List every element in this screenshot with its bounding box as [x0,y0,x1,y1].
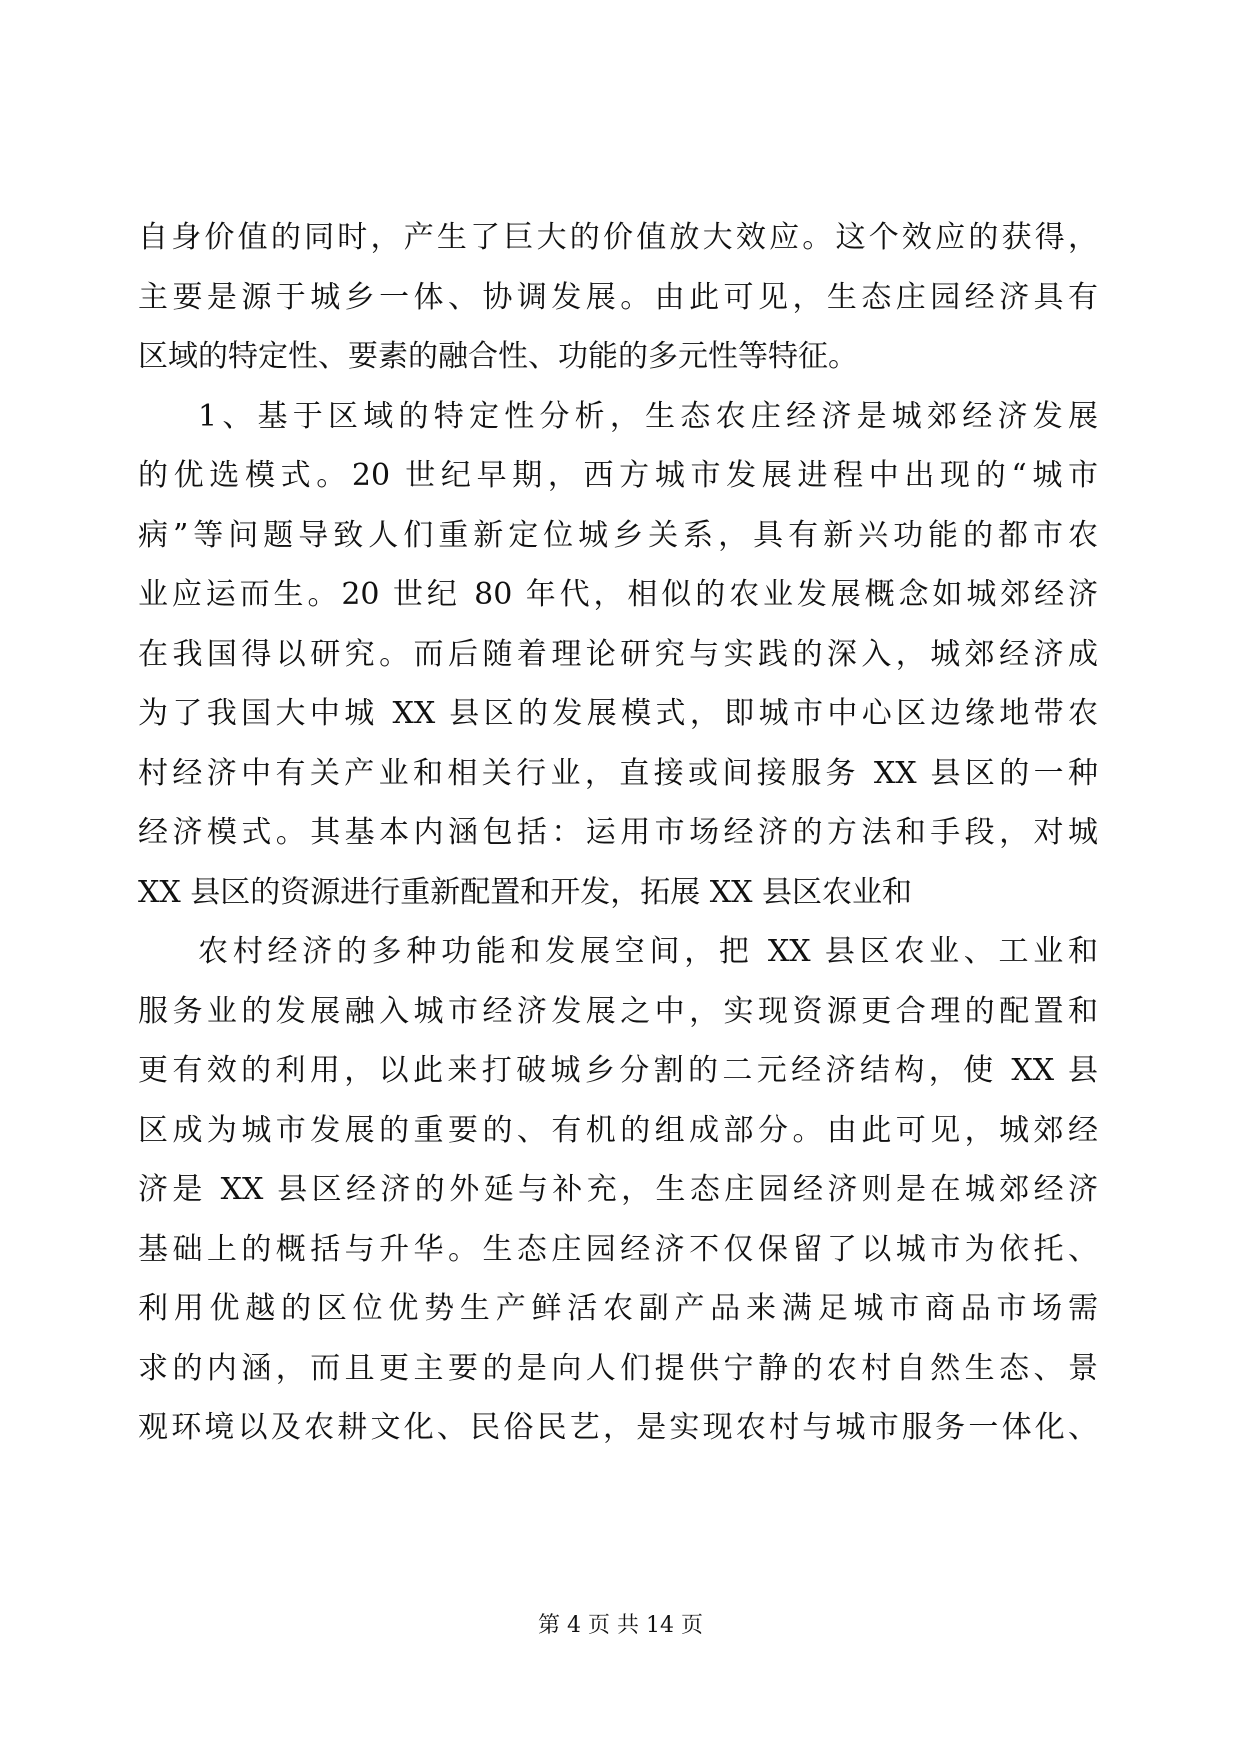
text-line: 求的内涵，而且更主要的是向人们提供宁静的农村自然生态、景 [138,1350,1098,1386]
text-line: 主要是源于城乡一体、协调发展。由此可见，生态庄园经济具有 [138,279,1098,315]
text-line: 区域的特定性、要素的融合性、功能的多元性等特征。 [138,339,858,374]
text-line: 观环境以及农耕文化、民俗民艺，是实现农村与城市服务一体化、 [138,1410,1098,1445]
text-line: 1、基于区域的特定性分析，生态农庄经济是城郊经济发展 [198,398,1098,434]
text-line: 区成为城市发展的重要的、有机的组成部分。由此可见，城郊经 [138,1112,1098,1148]
text-line: 在我国得以研究。而后随着理论研究与实践的深入，城郊经济成 [138,636,1098,672]
text-line: 更有效的利用，以此来打破城乡分割的二元经济结构，使 XX 县 [138,1053,1098,1088]
text-line: 业应运而生。20 世纪 80 年代，相似的农业发展概念如城郊经济 [138,577,1098,612]
text-line: 服务业的发展融入城市经济发展之中，实现资源更合理的配置和 [138,993,1098,1029]
text-line: 为了我国大中城 XX 县区的发展模式，即城市中心区边缘地带农 [138,696,1098,731]
body-text [138,208,1098,1458]
text-line: 基础上的概括与升华。生态庄园经济不仅保留了以城市为依托、 [138,1231,1098,1267]
text-line: 利用优越的区位优势生产鲜活农副产品来满足城市商品市场需 [138,1291,1098,1326]
page-number-footer: 第 4 页 共 14 页 [538,1613,703,1638]
text-line: XX 县区的资源进行重新配置和开发，拓展 XX 县区农业和 [138,874,913,910]
text-line: 经济模式。其基本内涵包括：运用市场经济的方法和手段，对城 [138,815,1098,850]
text-line: 济是 XX 县区经济的外延与补充，生态庄园经济则是在城郊经济 [138,1172,1098,1207]
text-line: 病”等问题导致人们重新定位城乡关系，具有新兴功能的都市农 [138,517,1098,553]
text-line: 自身价值的同时，产生了巨大的价值放大效应。这个效应的获得， [138,220,1098,255]
text-line: 村经济中有关产业和相关行业，直接或间接服务 XX 县区的一种 [138,755,1098,791]
text-line: 农村经济的多种功能和发展空间，把 XX 县区农业、工业和 [198,934,1098,969]
text-line: 的优选模式。20 世纪早期，西方城市发展进程中出现的“城市 [138,458,1098,493]
